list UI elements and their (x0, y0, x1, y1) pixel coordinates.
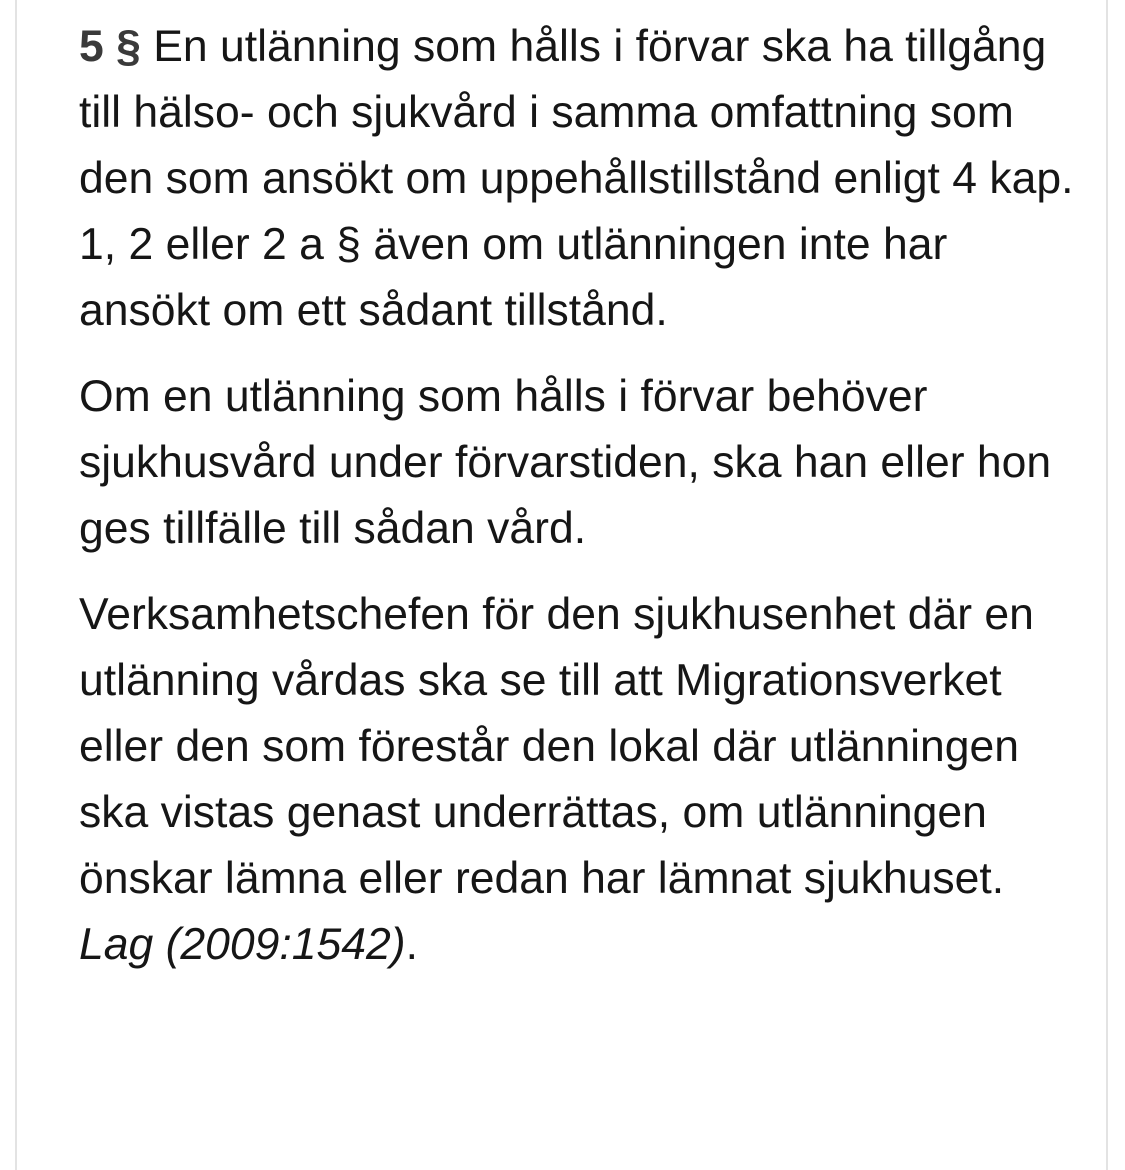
right-border (1106, 0, 1108, 1170)
section-content (79, 14, 1079, 998)
paragraph-3-text: Verksamhetschefen för den sjukhusenhet där en utlänning vårdas ska se till att Migrationsverket eller den som förestår den lokal där utlänningen ska vistas genast underrättas, om utlänningen önskar lämna eller redan har lämnat sjukhuset. (79, 590, 1034, 903)
section-paragraph-3 (79, 582, 1079, 978)
section-paragraph-1 (79, 14, 1079, 344)
reference-period: . (405, 920, 418, 969)
left-border (15, 0, 17, 1170)
section-paragraph-2 (79, 364, 1079, 562)
paragraph-1-text: En utlänning som hålls i förvar ska ha tillgång till hälso- och sjukvård i samma omfattning som den som ansökt om uppehållstillstånd enligt 4 kap. 1, 2 eller 2 a § även om utlänningen inte har ansökt om ett sådant tillstånd. (79, 22, 1074, 335)
section-number: 5 § (79, 22, 141, 71)
paragraph-2-text: Om en utlänning som hålls i förvar behöver sjukhusvård under förvarstiden, ska han eller hon ges tillfälle till sådan vård. (79, 372, 1052, 553)
law-reference: Lag (2009:1542) (79, 920, 406, 969)
